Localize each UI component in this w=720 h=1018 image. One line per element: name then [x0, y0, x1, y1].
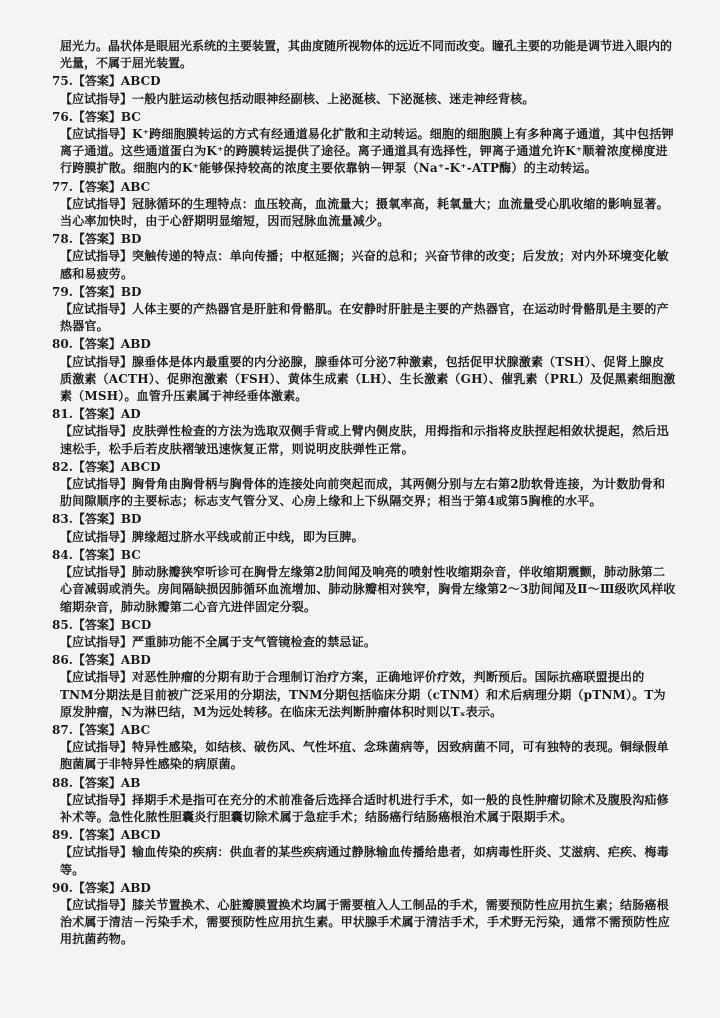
- answer-value: ABC: [120, 722, 151, 737]
- question-number: 76.: [52, 109, 73, 124]
- answer-item: [52, 179, 676, 231]
- guide-text: 冠脉循环的生理特点：血压较高，血流量大；摄氧率高，耗氧量大；血流量受心肌收缩的影响显著。当心率加快时，由于心舒期明显缩短，因而冠脉血流量减少。: [60, 196, 669, 229]
- question-number: 81.: [52, 407, 73, 422]
- guide-line: [60, 423, 676, 457]
- guide-text: 皮肤弹性检查的方法为选取双侧手背或上臂内侧皮肤，用拇指和示指将皮肤捏起相敛状提起，然后迅速松手，松手后若皮肤褶皱迅速恢复正常，则说明皮肤弹性正常。: [60, 424, 669, 456]
- answer-list: [52, 73, 676, 948]
- guide-line: [60, 301, 676, 335]
- guide-text: 脾缘超过脐水平线或前正中线，即为巨脾。: [132, 529, 364, 544]
- guide-line: [60, 126, 676, 178]
- guide-label: 【应试指导】: [60, 127, 133, 142]
- question-number: 84.: [52, 547, 73, 562]
- question-number: 78.: [52, 232, 73, 247]
- answer-value: BD: [120, 284, 142, 299]
- guide-text: 输血传染的疾病：供血者的某些疾病通过静脉输血传播给患者，如病毒性肝炎、艾滋病、疟疾、梅毒等。: [60, 845, 669, 877]
- answer-line: [52, 511, 676, 528]
- guide-text: 人体主要的产热器官是肝脏和骨骼肌。在安静时肝脏是主要的产热器官，在运动时骨骼肌是主要的产热器官。: [60, 302, 669, 334]
- answer-line: [52, 827, 676, 844]
- answer-line: [52, 231, 676, 248]
- answer-label: 【答案】: [72, 775, 121, 790]
- answer-value: AB: [120, 775, 141, 790]
- guide-label: 【应试指导】: [60, 354, 133, 369]
- guide-line: [60, 669, 676, 721]
- answer-value: AD: [120, 407, 141, 422]
- guide-text: 择期手术是指可在充分的术前准备后选择合适时机进行手术，如一般的良性肿瘤切除术及腹股沟疝修补术等。急性化脓性胆囊炎行胆囊切除术属于急症手术；结肠癌行结肠癌根治术属于限期手术。: [60, 792, 669, 824]
- answer-label: 【答案】: [72, 284, 121, 299]
- question-number: 83.: [52, 512, 73, 527]
- answer-value: ABD: [120, 653, 151, 668]
- answer-item: [52, 511, 676, 545]
- guide-line: [60, 844, 676, 878]
- answer-line: [52, 775, 676, 792]
- question-number: 90.: [52, 880, 73, 895]
- answer-item: [52, 547, 676, 616]
- answer-value: ABCD: [120, 74, 161, 89]
- answer-label: 【答案】: [72, 337, 121, 352]
- answer-label: 【答案】: [72, 109, 121, 124]
- guide-text: 严重肺功能不全属于支气管镜检查的禁忌证。: [132, 634, 377, 649]
- answer-line: [52, 880, 676, 897]
- guide-line: [60, 739, 676, 773]
- answer-line: [52, 73, 676, 90]
- answer-item: [52, 231, 676, 283]
- answer-value: BD: [120, 512, 142, 527]
- answer-line: [52, 109, 676, 126]
- answer-label: 【答案】: [72, 407, 121, 422]
- guide-label: 【应试指导】: [60, 792, 133, 807]
- guide-text: 胸骨角由胸骨柄与胸骨体的连接处向前突起而成，其两侧分别与左右第2肋软骨连接，为计数肋骨和肋间隙顺序的主要标志；标志支气管分叉、心房上缘和上下纵隔交界；相当于第4或第5胸椎的水平。: [60, 477, 666, 509]
- guide-text: 肺动脉瓣狭窄听诊可在胸骨左缘第2肋间闻及响亮的喷射性收缩期杂音，伴收缩期震颤，肺动脉第二心音减弱或消失。房间隔缺损因肺循环血流增加、肺动脉瓣相对狭窄，胸骨左缘第2～3肋间闻及Ⅱ～Ⅲ级吹风样收缩期杂音，肺动脉瓣第二心音亢进伴固定分裂。: [60, 565, 676, 614]
- answer-item: [52, 775, 676, 827]
- answer-line: [52, 547, 676, 564]
- answer-label: 【答案】: [72, 653, 121, 668]
- guide-label: 【应试指导】: [60, 302, 133, 317]
- question-number: 86.: [52, 653, 73, 668]
- guide-text: 膝关节置换术、心脏瓣膜置换术均属于需要植入人工制品的手术，需要预防性应用抗生素；结肠癌根治术属于清洁－污染手术，需要预防性应用抗生素。甲状腺手术属于清洁手术，手术野无污染，通常不需预防性应用抗菌药物。: [60, 897, 671, 947]
- answer-item: [52, 73, 676, 107]
- answer-line: [52, 179, 676, 196]
- answer-item: [52, 406, 676, 458]
- guide-line: [60, 529, 676, 546]
- guide-line: [60, 354, 676, 406]
- answer-item: [52, 827, 676, 879]
- answer-item: [52, 617, 676, 651]
- answer-line: [52, 459, 676, 476]
- guide-label: 【应试指导】: [60, 196, 133, 211]
- answer-line: [52, 284, 676, 301]
- answer-label: 【答案】: [72, 74, 121, 89]
- guide-text: K⁺跨细胞膜转运的方式有经通道易化扩散和主动转运。细胞的细胞膜上有多种离子通道，其中包括钾离子通道。这些通道蛋白为K⁺的跨膜转运提供了途径。离子通道具有选择性，钾离子通道允许K⁺顺着浓度梯度进行跨膜扩散。细胞内的K⁺能够保持较高的浓度主要依靠钠－钾泵（Na⁺-K⁺-ATP酶）的主动转运。: [60, 127, 674, 176]
- guide-label: 【应试指导】: [60, 424, 133, 439]
- answer-item: [52, 652, 676, 721]
- answer-value: ABCD: [120, 828, 161, 843]
- question-number: 82.: [52, 459, 73, 474]
- guide-line: [60, 476, 676, 510]
- answer-value: ABD: [120, 337, 151, 352]
- guide-label: 【应试指导】: [60, 845, 133, 860]
- answer-line: [52, 406, 676, 423]
- guide-label: 【应试指导】: [60, 529, 133, 544]
- answer-value: ABD: [120, 880, 151, 895]
- guide-text: 对恶性肿瘤的分期有助于合理制订治疗方案，正确地评价疗效，判断预后。国际抗癌联盟提出的TNM分期法是目前被广泛采用的分期法，TNM分期包括临床分期（cTNM）和术后病理分期（pTNM）。T为原发肿瘤，N为淋巴结，M为远处转移。在临床无法判断肿瘤体积时则以Tₓ表示。: [60, 670, 666, 719]
- guide-line: [60, 634, 676, 651]
- question-number: 80.: [52, 337, 73, 352]
- answer-value: ABCD: [120, 459, 161, 474]
- answer-label: 【答案】: [72, 179, 121, 194]
- answer-line: [52, 617, 676, 634]
- guide-line: [60, 196, 676, 230]
- answer-value: BCD: [120, 617, 152, 632]
- guide-label: 【应试指导】: [60, 91, 133, 106]
- guide-line: [60, 248, 676, 282]
- guide-text: 一般内脏运动核包括动眼神经副核、上泌涎核、下泌涎核、迷走神经背核。: [132, 91, 535, 106]
- answer-value: BD: [120, 232, 142, 247]
- question-number: 88.: [52, 775, 73, 790]
- answer-item: [52, 336, 676, 405]
- answer-line: [52, 652, 676, 669]
- answer-item: [52, 459, 676, 511]
- question-number: 85.: [52, 617, 73, 632]
- guide-text: 突触传递的特点：单向传播；中枢延搁；兴奋的总和；兴奋节律的改变；后发放；对内外环境变化敏感和易疲劳。: [60, 249, 669, 281]
- guide-label: 【应试指导】: [60, 477, 133, 492]
- answer-item: [52, 722, 676, 774]
- answer-label: 【答案】: [72, 880, 121, 895]
- guide-text: 特异性感染，如结核、破伤风、气性坏疽、念珠菌病等，因致病菌不同，可有独特的表现。铜绿假单胞菌属于非特异性感染的病原菌。: [60, 740, 669, 772]
- answer-label: 【答案】: [72, 828, 121, 843]
- answer-label: 【答案】: [72, 512, 121, 527]
- answer-value: BC: [120, 547, 141, 562]
- answer-value: ABC: [120, 179, 151, 194]
- guide-label: 【应试指导】: [60, 634, 133, 649]
- question-number: 87.: [52, 722, 73, 737]
- intro-paragraph: 屈光力。晶状体是眼屈光系统的主要装置，其曲度随所视物体的远近不同而改变。瞳孔主要的功能是调节进入眼内的光量，不属于屈光装置。: [60, 39, 673, 71]
- question-number: 79.: [52, 284, 73, 299]
- answer-label: 【答案】: [72, 232, 121, 247]
- answer-line: [52, 722, 676, 739]
- guide-line: [60, 564, 676, 616]
- guide-text: 腺垂体是体内最重要的内分泌腺，腺垂体可分泌7种激素，包括促甲状腺激素（TSH）、促肾上腺皮质激素（ACTH）、促卵泡激素（FSH）、黄体生成素（LH）、生长激素（GH）、催乳素（PRL）及促黑素细胞激素（MSH）。血管升压素属于神经垂体激素。: [60, 354, 676, 404]
- answer-label: 【答案】: [72, 617, 121, 632]
- guide-label: 【应试指导】: [60, 565, 133, 580]
- guide-label: 【应试指导】: [60, 740, 133, 755]
- answer-label: 【答案】: [72, 459, 121, 474]
- question-number: 77.: [52, 179, 73, 194]
- answer-item: [52, 284, 676, 336]
- answer-label: 【答案】: [72, 722, 121, 737]
- question-number: 75.: [52, 74, 73, 89]
- answer-label: 【答案】: [72, 547, 121, 562]
- answer-line: [52, 336, 676, 353]
- question-number: 89.: [52, 828, 73, 843]
- answer-value: BC: [120, 109, 141, 124]
- guide-label: 【应试指导】: [60, 249, 133, 264]
- guide-label: 【应试指导】: [60, 670, 133, 685]
- guide-line: [60, 897, 676, 949]
- guide-line: [60, 792, 676, 826]
- guide-line: [60, 91, 676, 108]
- answer-item: [52, 880, 676, 949]
- answer-item: [52, 109, 676, 178]
- guide-label: 【应试指导】: [60, 897, 133, 912]
